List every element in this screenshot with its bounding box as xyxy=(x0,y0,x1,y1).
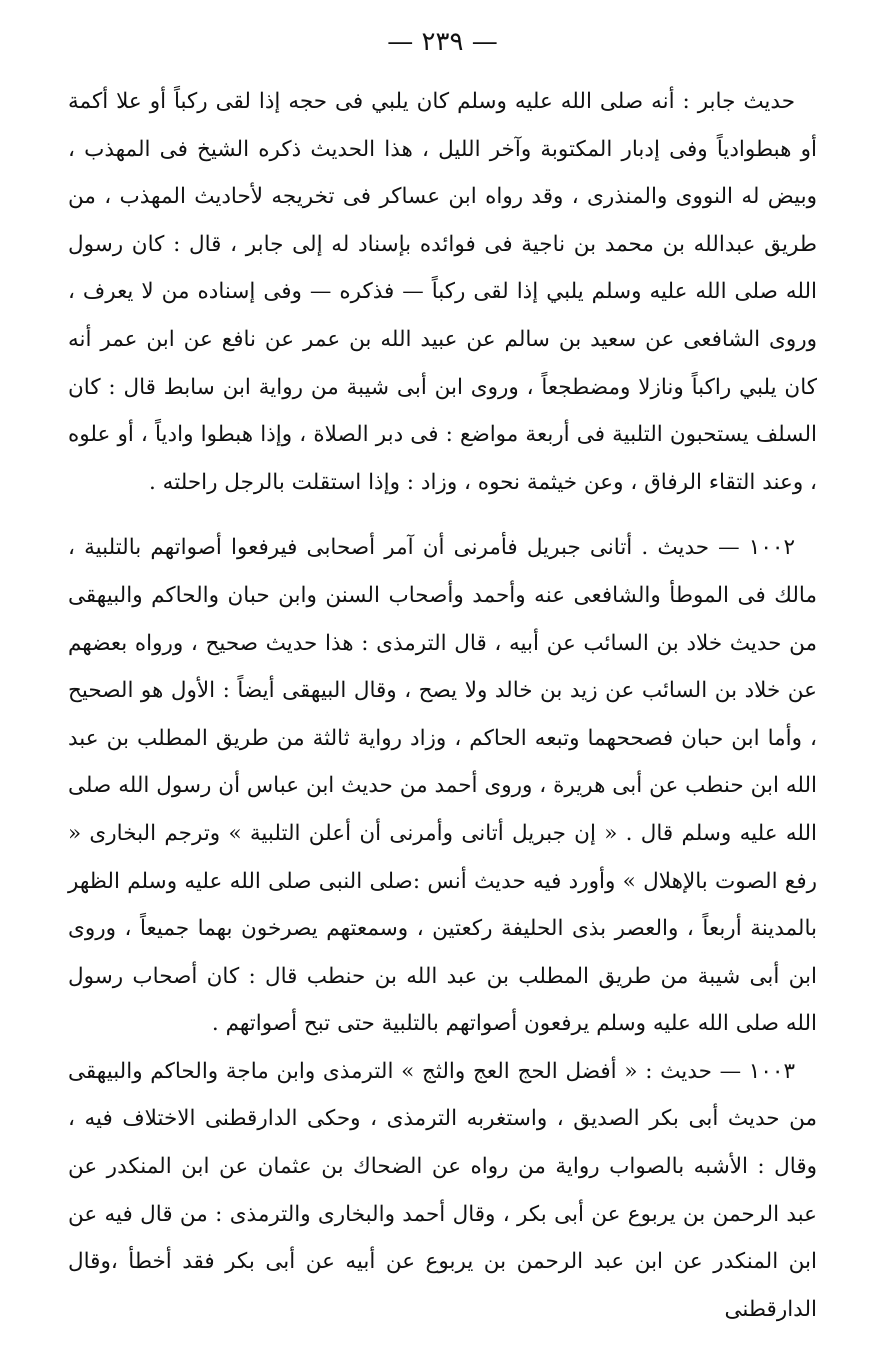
paragraph-jabir-hadith: حديث جابر : أنه صلى الله عليه وسلم كان يلبي فى حجه إذا لقى ركباً أو علا أكمة أو هبطوادياً وفى إدبار المكتوبة وآخر الليل ، هذا الحديث ذكره الشيخ فى المهذب ، وبيض له النووى والمنذرى ، وقد رواه ابن عساكر فى تخريجه لأحاديث المهذب ، من طريق عبدالله بن محمد بن ناجية فى فوائده بإسناد له إلى جابر ، قال : كان رسول الله صلى الله عليه وسلم يلبي إذا لقى ركباً — فذكره — وفى إسناده من لا يعرف ، وروى الشافعى عن سعيد بن سالم عن عبيد الله بن عمر عن نافع عن ابن عمر أنه كان يلبي راكباً ونازلا ومضطجعاً ، وروى ابن أبى شيبة من رواية ابن سابط قال : كان السلف يستحبون التلبية فى أربعة مواضع : فى دبر الصلاة ، وإذا هبطوا وادياً ، أو علوه ، وعند التقاء الرفاق ، وعن خيثمة نحوه ، وزاد : وإذا استقلت بالرجل راحلته . xyxy=(68,89,817,495)
paragraph-1002: ١٠٠٢ — حديث . أتانى جبريل فأمرنى أن آمر أصحابى فيرفعوا أصواتهم بالتلبية ، مالك فى الموطأ والشافعى عنه وأحمد وأصحاب السنن وابن حبان والحاكم والبيهقى من حديث خلاد بن السائب عن أبيه ، قال الترمذى : هذا حديث صحيح ، ورواه بعضهم عن خلاد بن السائب عن زيد بن خالد ولا يصح ، وقال البيهقى أيضاً : الأول هو الصحيح ، وأما ابن حبان فصححهما وتبعه الحاكم ، وزاد رواية ثالثة من طريق المطلب بن عبد الله ابن حنطب عن أبى هريرة ، وروى أحمد من حديث ابن عباس أن رسول الله صلى الله عليه وسلم قال . « إن جبريل أتانى وأمرنى أن أعلن التلبية » وترجم البخارى « رفع الصوت بالإهلال » وأورد فيه حديث أنس :صلى النبى صلى الله عليه وسلم الظهر بالمدينة أربعاً ، والعصر بذى الحليفة ركعتين ، وسمعتهم يصرخون بهما جميعاً ، وروى ابن أبى شيبة من طريق المطلب بن عبد الله بن حنطب قال : كان أصحاب رسول الله صلى الله عليه وسلم يرفعون أصواتهم بالتلبية حتى تبح أصواتهم . xyxy=(68,535,817,1037)
page-number: — ٢٣٩ — xyxy=(387,27,498,57)
paragraph-1003: ١٠٠٣ — حديث : « أفضل الحج العج والثج » الترمذى وابن ماجة والحاكم والبيهقى من حديث أبى بكر الصديق ، واستغربه الترمذى ، وحكى الدارقطنى الاختلاف فيه ، وقال : الأشبه بالصواب رواية من رواه عن الضحاك بن عثمان عن ابن المنكدر عن عبد الرحمن بن يربوع عن أبى بكر ، وقال أحمد والبخارى والترمذى : من قال فيه عن ابن المنكدر عن ابن عبد الرحمن بن يربوع عن أبيه عن أبى بكر فقد أخطأ ،وقال الدارقطنى xyxy=(68,1058,817,1322)
page-body xyxy=(68,78,817,1333)
